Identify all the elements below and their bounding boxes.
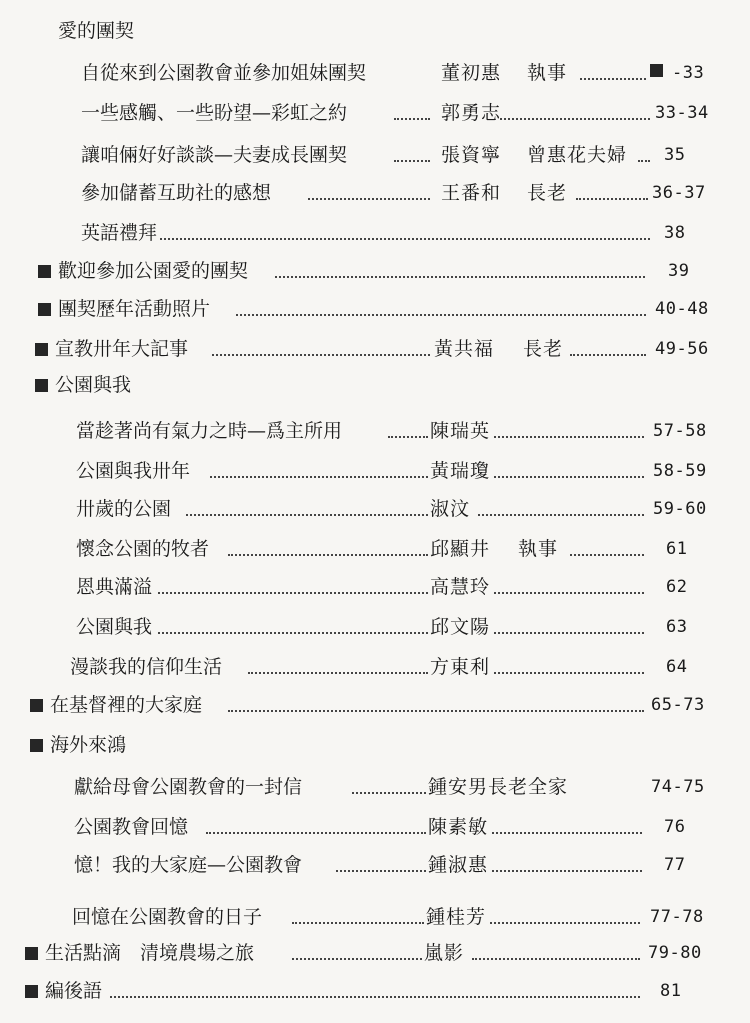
toc-entry [0,58,750,88]
entry-author: 邱顯井 [430,538,491,560]
leader-dots [308,198,430,200]
entry-author: 淑汶 [430,498,471,520]
leader-dots [292,922,424,924]
leader-dots [490,922,640,924]
leader-dots [478,514,644,516]
leader-dots [570,354,646,356]
entry-pages: 62 [666,577,688,597]
leader-dots [500,118,650,120]
entry-author: 郭勇志 [441,102,502,124]
leader-dots [292,958,422,960]
leader-dots [472,958,640,960]
entry-role: 長老 [527,182,568,204]
entry-author: 黃共福 [434,338,495,360]
entry-pages: 35 [664,145,686,165]
toc-entry [0,938,750,968]
entry-title: 恩典滿溢 [76,576,153,598]
bullet-square-icon [30,739,43,752]
entry-title: 公園與我卅年 [76,460,191,482]
entry-title: 團契歷年活動照片 [58,298,211,320]
entry-title: 英語禮拜 [81,222,158,244]
entry-author: 張資寧 [441,144,502,166]
entry-title: 自從來到公園教會並參加姐妹團契 [81,62,367,84]
entry-pages: 38 [664,223,686,243]
leader-dots [492,832,642,834]
toc-entry [0,178,750,208]
bullet-square-icon [30,699,43,712]
entry-pages: 81 [660,981,682,1001]
entry-title: 編後語 [45,980,103,1002]
entry-pages: 49-56 [655,339,709,359]
leader-dots [236,314,646,316]
entry-pages: 63 [666,617,688,637]
toc-entry [0,456,750,486]
entry-author: 嵐影 [424,942,465,964]
entry-author: 高慧玲 [430,576,491,598]
entry-pages: 59-60 [653,499,707,519]
leader-dots [248,672,428,674]
leader-dots [394,160,430,162]
entry-pages: 40-48 [655,299,709,319]
entry-title: 宣教卅年大記事 [55,338,189,360]
entry-author: 陳素敏 [428,816,489,838]
entry-author: 黃瑞瓊 [430,460,491,482]
toc-entry [0,534,750,564]
entry-author: 鍾安男長老全家 [428,776,569,798]
entry-pages: 61 [666,539,688,559]
entry-role: 執事 [527,62,568,84]
toc-section [0,730,750,760]
entry-pages: 33-34 [655,103,709,123]
entry-pages: -33 [672,63,705,83]
leader-dots [336,870,426,872]
entry-title: 回憶在公園教會的日子 [72,906,263,928]
entry-pages: 76 [664,817,686,837]
toc-section [0,370,750,400]
leader-dots [494,592,644,594]
toc-entry [0,140,750,170]
entry-author: 邱文陽 [430,616,491,638]
toc-entry [0,690,750,720]
leader-dots [570,554,644,556]
entry-pages: 77 [664,855,686,875]
entry-title: 漫談我的信仰生活 [70,656,223,678]
entry-title: 在基督裡的大家庭 [50,694,203,716]
toc-entry [0,812,750,842]
leader-dots [394,118,430,120]
toc-entry [0,218,750,248]
toc-entry [0,98,750,128]
entry-title: 公園與我 [55,374,132,396]
bullet-square-icon [35,379,48,392]
entry-title: 當趁著尚有氣力之時—爲主所用 [76,420,343,442]
entry-pages: 64 [666,657,688,677]
entry-title: 參加儲蓄互助社的感想 [81,182,272,204]
bullet-square-icon [35,343,48,356]
entry-title: 生活點滴 清境農場之旅 [45,942,255,964]
leader-dots [494,436,644,438]
toc-entry [0,294,750,324]
leader-dots [160,238,650,240]
toc-entry [0,416,750,446]
bullet-square-icon [25,985,38,998]
toc-entry [0,572,750,602]
toc-entry [0,772,750,802]
leader-dots [388,436,428,438]
toc-entry [0,494,750,524]
leader-dots [206,832,426,834]
entry-title: 海外來鴻 [50,734,127,756]
entry-title: 懷念公園的牧者 [76,538,210,560]
leader-dots [352,792,426,794]
entry-pages: 79-80 [648,943,702,963]
leader-dots [494,632,644,634]
leader-dots [158,592,428,594]
entry-pages: 58-59 [653,461,707,481]
entry-role: 長老 [523,338,564,360]
bullet-square-icon [38,265,51,278]
entry-author: 董初惠 [441,62,502,84]
entry-title: 憶！我的大家庭—公園教會 [74,854,303,876]
section-heading [58,16,134,46]
entry-pages: 39 [668,261,690,281]
leader-dots [228,554,428,556]
leader-dots [492,870,642,872]
section-title: 愛的團契 [58,20,135,42]
entry-title: 公園與我 [76,616,153,638]
toc-entry [0,612,750,642]
entry-title: 一些感觸、一些盼望—彩虹之約 [81,102,348,124]
entry-title: 讓咱倆好好談談—夫妻成長團契 [81,144,348,166]
bullet-square-icon [38,303,51,316]
entry-title: 歡迎參加公園愛的團契 [58,260,249,282]
entry-pages: 65-73 [651,695,705,715]
leader-dots [186,514,428,516]
leader-dots [275,276,645,278]
leader-dots [638,160,650,162]
toc-entry [0,850,750,880]
entry-role: 執事 [518,538,559,560]
bullet-square-icon [25,947,38,960]
entry-title: 卅歲的公園 [76,498,172,520]
entry-author: 王番和 [441,182,502,204]
leader-dots [110,996,640,998]
entry-title: 獻給母會公園教會的一封信 [74,776,303,798]
entry-pages: 74-75 [651,777,705,797]
leader-dots [576,198,648,200]
entry-author: 鍾桂芳 [426,906,487,928]
entry-pages: 36-37 [652,183,706,203]
entry-role: 曾惠花夫婦 [527,144,628,166]
toc-entry [0,652,750,682]
toc-entry [0,334,750,364]
entry-title: 公園教會回憶 [74,816,189,838]
leader-dots [228,710,644,712]
toc-entry [0,256,750,286]
leader-dots [212,354,430,356]
entry-author: 鍾淑惠 [428,854,489,876]
entry-author: 陳瑞英 [430,420,491,442]
leader-dots [494,672,644,674]
entry-pages: 77-78 [650,907,704,927]
leader-dots [158,632,428,634]
bullet-square-icon [650,64,663,77]
leader-dots [580,78,646,80]
leader-dots [210,476,428,478]
toc-entry [0,902,750,932]
leader-dots [494,476,644,478]
toc-entry [0,976,750,1006]
entry-pages: 57-58 [653,421,707,441]
entry-author: 方東利 [430,656,491,678]
